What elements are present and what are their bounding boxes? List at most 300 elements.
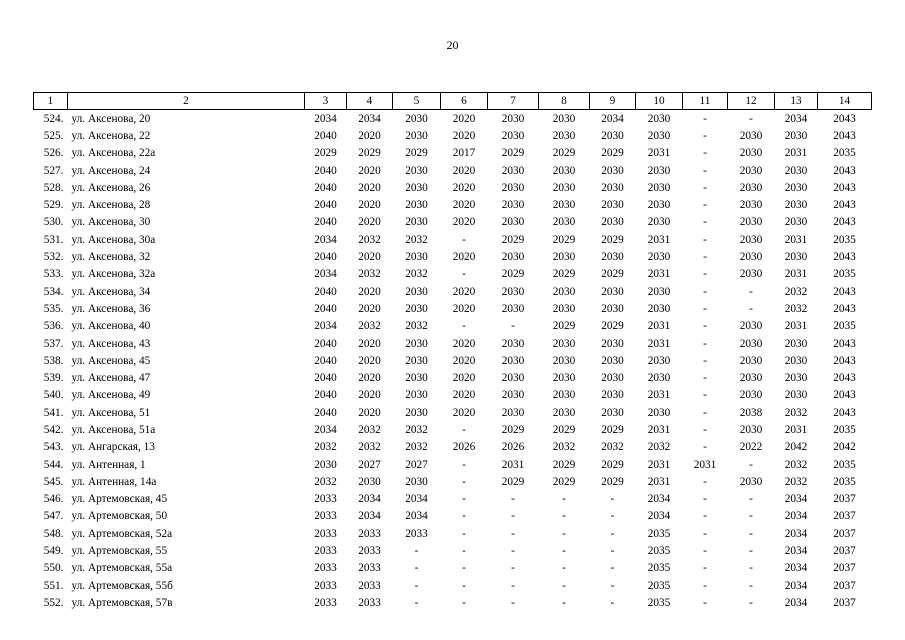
address-cell: ул. Артемовская, 55б	[71, 579, 173, 592]
year-cell: 2034	[314, 320, 337, 333]
address-cell: ул. Аксенова, 36	[71, 302, 151, 315]
year-cell: -	[703, 527, 707, 540]
year-cell: 2030	[784, 216, 808, 229]
year-cell: 2030	[739, 199, 763, 212]
year-cell: -	[749, 579, 753, 592]
year-cell: 2020	[452, 112, 476, 125]
year-cell: -	[562, 527, 566, 540]
year-cell: 2034	[314, 233, 337, 246]
year-cell: 2040	[314, 251, 337, 264]
year-cell: -	[462, 510, 466, 523]
table-row	[34, 421, 872, 438]
year-cell: -	[749, 493, 753, 506]
address-cell: ул. Аксенова, 43	[71, 337, 151, 350]
row-number: 544.	[43, 458, 64, 471]
year-cell: 2043	[833, 372, 856, 385]
year-cell: 2040	[314, 285, 337, 298]
table-row	[34, 162, 872, 179]
year-cell: 2037	[833, 545, 856, 558]
year-cell: 2030	[739, 216, 763, 229]
year-cell: 2029	[358, 147, 381, 160]
year-cell: -	[414, 562, 419, 575]
year-cell: 2030	[405, 406, 428, 419]
year-cell: 2030	[739, 337, 763, 350]
year-cell: 2030	[739, 147, 763, 160]
year-cell: 2033	[405, 527, 428, 540]
address-cell: ул. Аксенова, 24	[71, 164, 151, 177]
year-cell: -	[562, 493, 566, 506]
year-cell: 2030	[405, 216, 428, 229]
year-cell: 2043	[833, 112, 856, 125]
year-cell: -	[703, 302, 707, 315]
year-cell: 2033	[314, 579, 337, 592]
year-cell: 2020	[452, 251, 476, 264]
year-cell: 2020	[452, 216, 476, 229]
year-cell: -	[511, 579, 515, 592]
year-cell: -	[462, 545, 466, 558]
year-cell: -	[703, 181, 707, 194]
year-cell: 2020	[358, 354, 381, 367]
table-header	[34, 93, 872, 110]
year-cell: 2037	[833, 527, 856, 540]
year-cell: -	[703, 475, 707, 488]
row-number: 541.	[43, 406, 64, 419]
year-cell: 2029	[552, 458, 576, 471]
address-cell: ул. Аксенова, 26	[71, 181, 151, 194]
year-cell: 2030	[501, 112, 525, 125]
year-cell: 2033	[314, 527, 337, 540]
address-cell: ул. Артемовская, 50	[71, 510, 168, 523]
year-cell: -	[462, 527, 466, 540]
year-cell: 2037	[833, 579, 856, 592]
row-number: 532.	[43, 251, 64, 264]
year-cell: 2035	[647, 596, 671, 609]
table-row	[34, 145, 872, 162]
year-cell: 2040	[314, 406, 337, 419]
year-cell: 2043	[833, 406, 856, 419]
year-cell: -	[703, 545, 707, 558]
year-cell: 2030	[501, 354, 525, 367]
year-cell: 2043	[833, 129, 856, 142]
year-cell: 2031	[647, 268, 671, 281]
year-cell: -	[703, 337, 707, 350]
year-cell: -	[462, 562, 466, 575]
year-cell: 2029	[501, 233, 525, 246]
year-cell: 2032	[405, 268, 428, 281]
year-cell: 2040	[314, 181, 337, 194]
row-number: 534.	[43, 285, 64, 298]
year-cell: 2030	[739, 354, 763, 367]
year-cell: 2030	[405, 112, 428, 125]
year-cell: -	[703, 562, 707, 575]
year-cell: 2032	[784, 302, 808, 315]
year-cell: 2034	[784, 510, 808, 523]
year-cell: 2035	[833, 458, 856, 471]
year-cell: 2040	[314, 164, 337, 177]
year-cell: 2020	[358, 285, 381, 298]
year-cell: 2032	[314, 475, 337, 488]
year-cell: -	[749, 302, 753, 315]
year-cell: 2034	[784, 527, 808, 540]
year-cell: 2029	[601, 423, 624, 436]
year-cell: 2030	[405, 389, 428, 402]
year-cell: 2029	[552, 268, 576, 281]
column-header: 12	[728, 93, 775, 110]
year-cell: 2030	[647, 199, 671, 212]
table-row	[34, 335, 872, 352]
year-cell: 2031	[784, 320, 808, 333]
year-cell: 2030	[739, 129, 763, 142]
year-cell: 2020	[452, 129, 476, 142]
year-cell: 2030	[552, 302, 576, 315]
year-cell: 2030	[552, 337, 576, 350]
year-cell: 2032	[358, 268, 381, 281]
address-cell: ул. Аксенова, 32	[71, 251, 151, 264]
year-cell: 2030	[601, 389, 624, 402]
table-row	[34, 196, 872, 213]
year-cell: 2030	[501, 372, 525, 385]
year-cell: 2020	[452, 389, 476, 402]
year-cell: 2030	[784, 251, 808, 264]
year-cell: 2030	[739, 423, 763, 436]
address-cell: ул. Аксенова, 40	[71, 320, 151, 333]
year-cell: 2034	[358, 112, 381, 125]
year-cell: 2030	[405, 199, 428, 212]
address-cell: ул. Артемовская, 52а	[71, 527, 173, 540]
year-cell: 2029	[501, 475, 525, 488]
year-cell: 2030	[405, 129, 428, 142]
year-cell: 2020	[358, 129, 381, 142]
year-cell: -	[749, 112, 753, 125]
year-cell: 2030	[501, 129, 525, 142]
year-cell: 2033	[358, 579, 381, 592]
year-cell: 2031	[647, 423, 671, 436]
year-cell: 2030	[501, 216, 525, 229]
table-row	[34, 508, 872, 525]
year-cell: 2043	[833, 337, 856, 350]
year-cell: -	[562, 545, 566, 558]
column-header: 2	[68, 93, 305, 110]
year-cell: -	[414, 596, 419, 609]
year-cell: 2034	[358, 510, 381, 523]
table-row	[34, 560, 872, 577]
year-cell: 2032	[784, 285, 808, 298]
year-cell: 2031	[784, 423, 808, 436]
year-cell: 2029	[601, 475, 624, 488]
row-number: 543.	[43, 441, 64, 454]
year-cell: 2030	[405, 337, 428, 350]
year-cell: 2030	[647, 354, 671, 367]
row-number: 525.	[43, 129, 64, 142]
year-cell: 2030	[739, 320, 763, 333]
year-cell: 2032	[405, 423, 428, 436]
column-header: 4	[347, 93, 393, 110]
year-cell: 2030	[501, 406, 525, 419]
year-cell: 2032	[314, 441, 337, 454]
year-cell: -	[703, 510, 707, 523]
year-cell: 2035	[833, 320, 856, 333]
table-row	[34, 283, 872, 300]
column-header: 3	[305, 93, 347, 110]
year-cell: 2040	[314, 129, 337, 142]
year-cell: 2030	[739, 372, 763, 385]
year-cell: 2029	[501, 423, 525, 436]
year-cell: -	[703, 493, 707, 506]
year-cell: 2034	[784, 545, 808, 558]
column-header: 7	[488, 93, 539, 110]
address-cell: ул. Артемовская, 55а	[71, 562, 173, 575]
table-row	[34, 491, 872, 508]
year-cell: 2031	[647, 147, 671, 160]
header-row	[34, 93, 872, 110]
year-cell: 2040	[314, 302, 337, 315]
table-body	[34, 110, 872, 612]
table-row	[34, 266, 872, 283]
row-number: 545.	[43, 475, 64, 488]
year-cell: 2030	[784, 389, 808, 402]
year-cell: 2043	[833, 302, 856, 315]
year-cell: -	[703, 579, 707, 592]
row-number: 548.	[43, 527, 64, 540]
table-row	[34, 179, 872, 196]
year-cell: 2032	[405, 441, 428, 454]
year-cell: 2034	[358, 493, 381, 506]
year-cell: 2032	[784, 475, 808, 488]
year-cell: 2035	[647, 545, 671, 558]
year-cell: -	[703, 164, 707, 177]
year-cell: 2020	[452, 406, 476, 419]
year-cell: 2029	[405, 147, 428, 160]
table-row	[34, 577, 872, 594]
table-row	[34, 214, 872, 231]
year-cell: 2029	[552, 423, 576, 436]
year-cell: 2040	[314, 337, 337, 350]
year-cell: 2020	[358, 199, 381, 212]
row-number: 535.	[43, 302, 64, 315]
year-cell: 2030	[501, 164, 525, 177]
table-row	[34, 439, 872, 456]
data-table	[33, 92, 872, 612]
year-cell: 2033	[358, 527, 381, 540]
year-cell: 2030	[784, 372, 808, 385]
row-number: 551.	[43, 579, 64, 592]
year-cell: 2030	[739, 389, 763, 402]
year-cell: 2035	[833, 475, 856, 488]
year-cell: 2043	[833, 181, 856, 194]
year-cell: -	[610, 510, 615, 523]
year-cell: -	[462, 596, 466, 609]
year-cell: 2033	[314, 562, 337, 575]
address-cell: ул. Артемовская, 57в	[71, 596, 173, 609]
year-cell: -	[462, 458, 466, 471]
address-cell: ул. Аксенова, 47	[71, 372, 151, 385]
year-cell: 2043	[833, 389, 856, 402]
year-cell: 2030	[739, 268, 763, 281]
row-number: 538.	[43, 354, 64, 367]
year-cell: 2037	[833, 493, 856, 506]
year-cell: 2020	[358, 337, 381, 350]
year-cell: -	[703, 216, 707, 229]
year-cell: -	[749, 596, 753, 609]
year-cell: 2030	[501, 337, 525, 350]
year-cell: 2030	[552, 389, 576, 402]
year-cell: 2030	[405, 354, 428, 367]
address-cell: ул. Аксенова, 51а	[71, 423, 156, 436]
year-cell: 2031	[647, 458, 671, 471]
address-cell: ул. Аксенова, 28	[71, 199, 151, 212]
table-row	[34, 387, 872, 404]
year-cell: 2030	[552, 285, 576, 298]
year-cell: -	[610, 545, 615, 558]
year-cell: -	[703, 251, 707, 264]
year-cell: 2032	[405, 320, 428, 333]
year-cell: 2032	[358, 441, 381, 454]
year-cell: 2030	[647, 129, 671, 142]
year-cell: 2034	[784, 112, 808, 125]
year-cell: 2020	[452, 199, 476, 212]
year-cell: 2030	[784, 337, 808, 350]
year-cell: 2040	[314, 354, 337, 367]
year-cell: 2020	[452, 302, 476, 315]
year-cell: 2038	[739, 406, 763, 419]
year-cell: 2033	[358, 596, 381, 609]
row-number: 528.	[43, 181, 64, 194]
address-cell: ул. Аксенова, 45	[71, 354, 151, 367]
year-cell: 2030	[601, 285, 624, 298]
year-cell: 2020	[358, 389, 381, 402]
year-cell: -	[703, 441, 707, 454]
year-cell: -	[414, 545, 419, 558]
address-cell: ул. Аксенова, 32а	[71, 268, 156, 281]
year-cell: 2030	[739, 164, 763, 177]
year-cell: -	[703, 199, 707, 212]
year-cell: 2030	[601, 302, 624, 315]
year-cell: 2034	[784, 596, 808, 609]
year-cell: 2032	[784, 406, 808, 419]
year-cell: -	[749, 458, 753, 471]
year-cell: 2033	[314, 545, 337, 558]
row-number: 531.	[43, 233, 64, 246]
year-cell: 2030	[552, 406, 576, 419]
year-cell: -	[562, 596, 566, 609]
table-row	[34, 231, 872, 248]
year-cell: 2043	[833, 285, 856, 298]
year-cell: 2030	[405, 181, 428, 194]
year-cell: 2030	[601, 372, 624, 385]
year-cell: 2020	[358, 164, 381, 177]
table-row	[34, 369, 872, 386]
row-number: 542.	[43, 423, 64, 436]
year-cell: -	[703, 406, 707, 419]
year-cell: 2030	[405, 475, 428, 488]
year-cell: 2032	[601, 441, 624, 454]
year-cell: 2032	[358, 423, 381, 436]
year-cell: 2030	[405, 372, 428, 385]
year-cell: -	[749, 285, 753, 298]
year-cell: 2029	[601, 147, 624, 160]
year-cell: 2030	[405, 251, 428, 264]
year-cell: 2020	[358, 251, 381, 264]
year-cell: 2030	[405, 164, 428, 177]
year-cell: 2020	[452, 181, 476, 194]
year-cell: 2034	[647, 493, 671, 506]
year-cell: 2040	[314, 216, 337, 229]
year-cell: 2029	[552, 475, 576, 488]
year-cell: 2034	[784, 579, 808, 592]
year-cell: 2034	[314, 423, 337, 436]
year-cell: 2029	[501, 268, 525, 281]
year-cell: 2031	[647, 320, 671, 333]
table-row	[34, 318, 872, 335]
year-cell: -	[462, 268, 466, 281]
year-cell: 2030	[739, 181, 763, 194]
year-cell: 2030	[501, 181, 525, 194]
year-cell: -	[462, 320, 466, 333]
column-header: 11	[683, 93, 728, 110]
year-cell: 2034	[314, 268, 337, 281]
row-number: 540.	[43, 389, 64, 402]
table-row	[34, 594, 872, 611]
year-cell: 2030	[405, 302, 428, 315]
year-cell: 2020	[452, 337, 476, 350]
year-cell: 2043	[833, 354, 856, 367]
year-cell: 2020	[452, 372, 476, 385]
year-cell: 2030	[784, 181, 808, 194]
year-cell: 2030	[501, 389, 525, 402]
year-cell: 2037	[833, 510, 856, 523]
year-cell: 2034	[784, 493, 808, 506]
year-cell: -	[511, 510, 515, 523]
year-cell: 2035	[647, 579, 671, 592]
year-cell: 2037	[833, 562, 856, 575]
year-cell: -	[462, 493, 466, 506]
year-cell: 2031	[501, 458, 525, 471]
year-cell: -	[562, 510, 566, 523]
year-cell: 2030	[647, 302, 671, 315]
year-cell: 2032	[405, 233, 428, 246]
year-cell: 2030	[647, 285, 671, 298]
year-cell: 2032	[552, 441, 576, 454]
year-cell: 2030	[601, 337, 624, 350]
year-cell: 2030	[784, 354, 808, 367]
year-cell: 2035	[647, 562, 671, 575]
year-cell: 2031	[647, 389, 671, 402]
year-cell: -	[703, 268, 707, 281]
table-row	[34, 300, 872, 317]
row-number: 552.	[43, 596, 64, 609]
year-cell: 2035	[833, 423, 856, 436]
year-cell: 2033	[358, 562, 381, 575]
year-cell: 2031	[784, 147, 808, 160]
year-cell: 2020	[452, 285, 476, 298]
year-cell: 2030	[601, 406, 624, 419]
year-cell: -	[511, 596, 515, 609]
year-cell: 2029	[552, 233, 576, 246]
year-cell: 2035	[833, 268, 856, 281]
year-cell: 2029	[501, 147, 525, 160]
row-number: 537.	[43, 337, 64, 350]
address-cell: ул. Аксенова, 30	[71, 216, 151, 229]
year-cell: 2030	[601, 129, 624, 142]
year-cell: 2034	[314, 112, 337, 125]
year-cell: 2027	[405, 458, 428, 471]
year-cell: -	[562, 562, 566, 575]
year-cell: 2033	[314, 510, 337, 523]
year-cell: 2034	[405, 510, 428, 523]
year-cell: 2040	[314, 372, 337, 385]
row-number: 549.	[43, 545, 64, 558]
row-number: 530.	[43, 216, 64, 229]
